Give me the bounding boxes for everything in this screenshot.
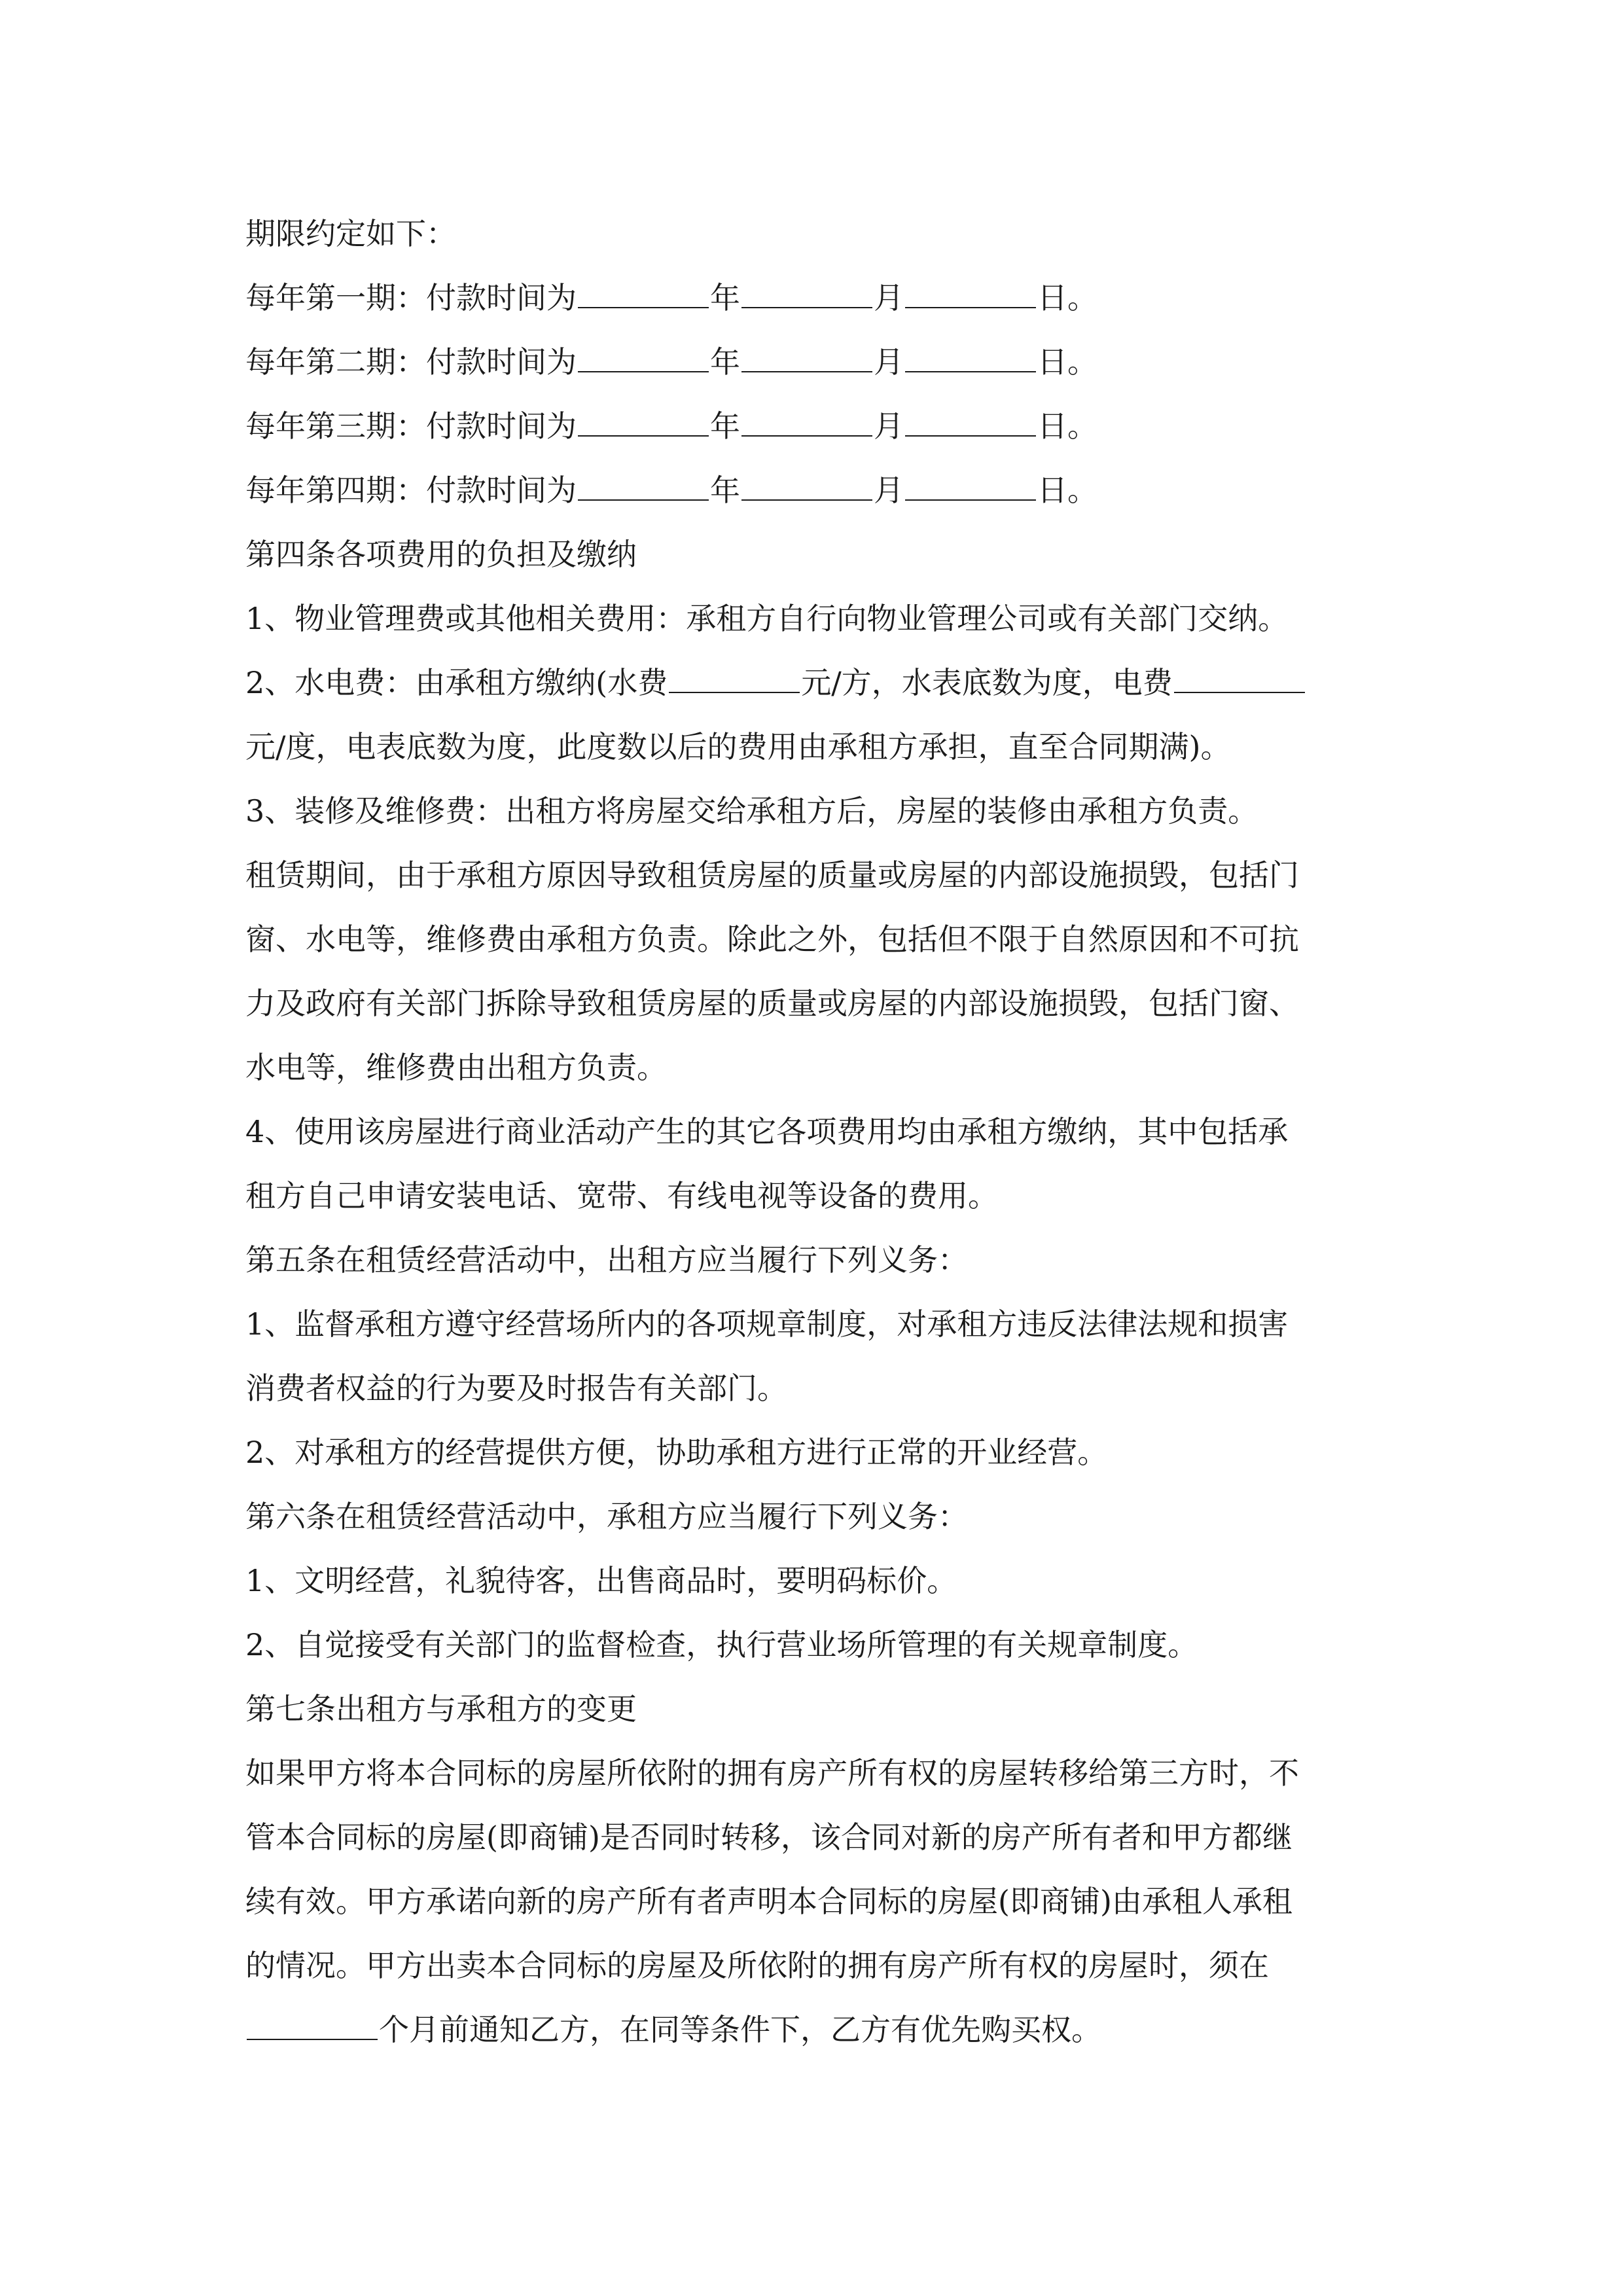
text-line: 如果甲方将本合同标的房屋所依附的拥有房产所有权的房屋转移给第三方时，不 <box>245 1755 1299 1791</box>
water-electric-line <box>245 651 1397 715</box>
blank-field <box>578 332 709 372</box>
text-line: 1、文明经营，礼貌待客，出售商品时，要明码标价。 <box>245 1563 957 1598</box>
payment-label: 每年第三期：付款时间为 <box>245 408 577 444</box>
day-label: 日。 <box>1037 344 1097 380</box>
blank-field <box>578 268 709 308</box>
blank-field <box>578 460 709 501</box>
month-label: 月 <box>874 280 904 315</box>
text-line: 租赁期间，由于承租方原因导致租赁房屋的质量或房屋的内部设施损毁，包括门 <box>245 857 1299 893</box>
year-label: 年 <box>710 408 740 444</box>
year-label: 年 <box>710 473 740 508</box>
blank-field <box>741 332 872 372</box>
text-line: 管本合同标的房屋(即商铺)是否同时转移，该合同对新的房产所有者和甲方都继 <box>245 1820 1293 1855</box>
payment-line-3 <box>245 394 1397 458</box>
blank-field <box>669 653 800 693</box>
blank-field <box>1174 653 1305 693</box>
blank-field <box>905 396 1036 437</box>
month-label: 月 <box>874 344 904 380</box>
text-fragment: 元/方，水表底数为度，电费 <box>801 665 1173 700</box>
text-line: 元/度，电表底数为度，此度数以后的费用由承租方承担，直至合同期满)。 <box>245 729 1231 764</box>
payment-label: 每年第一期：付款时间为 <box>245 280 577 315</box>
text-line: 的情况。甲方出卖本合同标的房屋及所依附的拥有房产所有权的房屋时，须在 <box>245 1948 1269 1983</box>
blank-field <box>741 268 872 308</box>
article-4-title: 第四条各项费用的负担及缴纳 <box>245 537 637 572</box>
blank-field <box>247 2000 378 2040</box>
blank-field <box>905 332 1036 372</box>
month-label: 月 <box>874 408 904 444</box>
month-label: 月 <box>874 473 904 508</box>
text-line: 力及政府有关部门拆除导致租赁房屋的质量或房屋的内部设施损毁，包括门窗、 <box>245 986 1299 1021</box>
article-6-title: 第六条在租赁经营活动中，承租方应当履行下列义务： <box>245 1499 968 1534</box>
payment-line-2 <box>245 330 1397 394</box>
blank-field <box>578 396 709 437</box>
text-line: 期限约定如下： <box>245 216 456 251</box>
payment-line-4 <box>245 458 1397 522</box>
text-line: 租方自己申请安装电话、宽带、有线电视等设备的费用。 <box>245 1178 998 1213</box>
blank-field <box>741 460 872 501</box>
year-label: 年 <box>710 344 740 380</box>
article-7-title: 第七条出租方与承租方的变更 <box>245 1691 637 1727</box>
text-line: 3、装修及维修费：出租方将房屋交给承租方后，房屋的装修由承租方负责。 <box>245 793 1258 829</box>
blank-field <box>741 396 872 437</box>
text-line: 消费者权益的行为要及时报告有关部门。 <box>245 1371 787 1406</box>
payment-label: 每年第四期：付款时间为 <box>245 473 577 508</box>
text-fragment: 2、水电费：由承租方缴纳(水费 <box>245 665 668 700</box>
text-line: 2、对承租方的经营提供方便，协助承租方进行正常的开业经营。 <box>245 1435 1108 1470</box>
day-label: 日。 <box>1037 408 1097 444</box>
text-line: 续有效。甲方承诺向新的房产所有者声明本合同标的房屋(即商铺)由承租人承租 <box>245 1884 1293 1919</box>
text-line: 1、物业管理费或其他相关费用：承租方自行向物业管理公司或有关部门交纳。 <box>245 601 1289 636</box>
text-line: 窗、水电等，维修费由承租方负责。除此之外，包括但不限于自然原因和不可抗 <box>245 922 1299 957</box>
text-line: 1、监督承租方遵守经营场所内的各项规章制度，对承租方违反法律法规和损害 <box>245 1306 1289 1342</box>
blank-field <box>905 460 1036 501</box>
blank-field <box>905 268 1036 308</box>
payment-label: 每年第二期：付款时间为 <box>245 344 577 380</box>
article-5-title: 第五条在租赁经营活动中，出租方应当履行下列义务： <box>245 1242 968 1278</box>
year-label: 年 <box>710 280 740 315</box>
document-body <box>245 202 1397 2062</box>
text-line: 2、自觉接受有关部门的监督检查，执行营业场所管理的有关规章制度。 <box>245 1627 1198 1662</box>
notice-line <box>245 1998 1397 2062</box>
payment-line-1 <box>245 266 1397 330</box>
text-fragment: 个月前通知乙方，在同等条件下，乙方有优先购买权。 <box>379 2012 1101 2047</box>
text-line: 水电等，维修费由出租方负责。 <box>245 1050 667 1085</box>
day-label: 日。 <box>1037 473 1097 508</box>
text-line: 4、使用该房屋进行商业活动产生的其它各项费用均由承租方缴纳，其中包括承 <box>245 1114 1289 1149</box>
day-label: 日。 <box>1037 280 1097 315</box>
